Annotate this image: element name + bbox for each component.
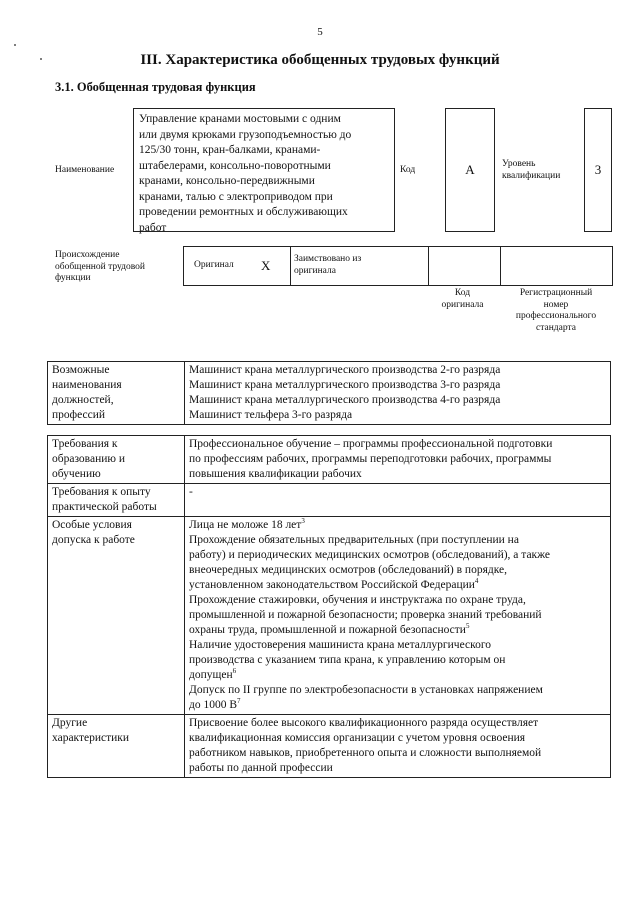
text-line: Лица не моложе 18 лет — [189, 519, 302, 531]
label-line: Другие — [52, 717, 88, 729]
code-original-caption — [425, 288, 500, 311]
position-item: Машинист крана металлургического производства 3-го разряда — [189, 379, 501, 391]
borrowed-label-line: оригинала — [294, 265, 336, 276]
footnote-ref: 5 — [465, 622, 470, 631]
table-row — [48, 484, 611, 517]
level-label — [502, 159, 560, 182]
text-line: повышения квалификации рабочих — [189, 468, 362, 480]
table-row — [48, 362, 611, 425]
label-line: характеристики — [52, 732, 130, 744]
caption-line: Код — [454, 288, 471, 298]
text-line: внеочередных медицинских осмотров (обследований) в порядке, — [189, 564, 508, 576]
label-line: образованию и — [52, 453, 125, 465]
text-line: квалификационная комиссия организации с учетом уровня освоения — [189, 732, 526, 744]
condition-paragraph — [189, 533, 606, 593]
divider — [428, 247, 429, 285]
origin-label-line: функции — [55, 273, 91, 283]
origin-row — [183, 246, 613, 286]
table-row — [48, 715, 611, 778]
education-text — [185, 436, 611, 484]
positions-list — [185, 362, 611, 425]
position-item: Машинист тельфера 3-го разряда — [189, 409, 353, 421]
function-name-box — [133, 108, 395, 232]
position-item: Машинист крана металлургического производства 2-го разряда — [189, 364, 501, 376]
caption-line: номер — [543, 299, 569, 310]
origin-label-line: Происхождение — [55, 250, 120, 260]
caption-line: Регистрационный — [519, 288, 593, 298]
condition-paragraph — [189, 683, 606, 713]
function-name-line: проведении ремонтных и обслуживающих — [139, 206, 348, 218]
footnote-ref: 4 — [474, 577, 479, 586]
text-line: производства с указанием типа крана, к управлению которым он — [189, 654, 506, 666]
table-row — [48, 436, 611, 484]
text-line: охраны труда, промышленной и пожарной безопасности — [189, 624, 466, 636]
condition-paragraph — [189, 593, 606, 638]
caption-line: оригинала — [441, 299, 484, 310]
page-number: 5 — [317, 26, 323, 38]
code-label: Код — [400, 165, 416, 175]
level-label-line: Уровень — [502, 159, 536, 169]
borrowed-label — [294, 254, 361, 277]
code-value: А — [445, 108, 495, 232]
label-line: практической работы — [52, 501, 157, 513]
table-row — [48, 517, 611, 715]
text-line: работу) и периодических медицинских осмотров (обследований), а также — [189, 549, 551, 561]
text-line: установленном законодательством Российской Федерации — [189, 579, 475, 591]
original-label: Оригинал — [194, 260, 234, 270]
section-title: III. Характеристика обобщенных трудовых функций — [140, 52, 500, 68]
function-name-line: кранами, талью с электроприводом при — [139, 190, 333, 203]
experience-label — [48, 484, 185, 517]
text-line: Прохождение обязательных предварительных (при поступлении на — [189, 534, 519, 546]
text-line: по профессиям рабочих, программы переподготовки рабочих, программы — [189, 453, 552, 465]
footnote-ref: 7 — [237, 697, 241, 706]
condition-paragraph — [189, 518, 606, 533]
caption-line: профессионального — [515, 311, 597, 321]
scan-speck — [14, 44, 16, 46]
label-line: должностей, — [52, 394, 114, 406]
function-name-line: или двумя крюками грузоподъемностью до — [139, 128, 352, 141]
positions-table — [47, 361, 611, 425]
original-mark: X — [261, 258, 271, 273]
name-label: Наименование — [55, 165, 115, 175]
text-line: Допуск по II группе по электробезопасности в установках напряжением — [189, 684, 543, 696]
experience-text: - — [185, 484, 611, 517]
education-label — [48, 436, 185, 484]
text-line: Прохождение стажировки, обучения и инструктажа по охране труда, — [189, 594, 526, 606]
conditions-label — [48, 517, 185, 715]
text-line: допущен — [189, 669, 233, 681]
text-line: промышленной и пожарной безопасности; проверка знаний требований — [189, 609, 542, 621]
function-name-line: кранами, консольно-передвижными — [139, 175, 315, 187]
divider — [500, 247, 501, 285]
label-line: обучению — [52, 468, 101, 480]
label-line: профессий — [52, 409, 106, 421]
label-line: Особые условия — [52, 519, 132, 531]
requirements-table — [47, 435, 611, 778]
origin-label — [55, 250, 145, 285]
footnote-ref: 6 — [232, 667, 237, 676]
reg-number-caption — [500, 288, 612, 334]
level-value: 3 — [584, 108, 612, 232]
function-name-line: 125/30 тонн, кран-балками, кранами- — [139, 144, 321, 156]
text-line: работы по данной профессии — [189, 762, 333, 774]
level-label-line: квалификации — [502, 170, 561, 181]
condition-paragraph — [189, 638, 606, 683]
label-line: наименования — [52, 379, 122, 391]
text-line: до 1000 В — [189, 699, 238, 711]
label-line: Требования к — [52, 438, 118, 450]
positions-label — [48, 362, 185, 425]
scan-speck — [40, 58, 42, 60]
divider — [290, 247, 291, 285]
label-line: допуска к работе — [52, 534, 135, 546]
footnote-ref: 3 — [301, 517, 305, 526]
conditions-text — [185, 517, 611, 715]
caption-line: стандарта — [536, 322, 576, 333]
text-line: Присвоение более высокого квалификационного разряда осуществляет — [189, 717, 539, 729]
label-line: Требования к опыту — [52, 486, 151, 498]
text-line: работником навыков, приобретенного опыта и сложности выполняемой — [189, 747, 542, 759]
origin-label-line: обобщенной трудовой — [55, 261, 145, 272]
other-text — [185, 715, 611, 778]
function-name-line: Управление кранами мостовыми с одним — [139, 113, 341, 125]
other-label — [48, 715, 185, 778]
subsection-title: 3.1. Обобщенная трудовая функция — [55, 80, 256, 94]
borrowed-label-line: Заимствовано из — [294, 254, 362, 264]
function-name-line: работ — [139, 221, 167, 234]
text-line: Профессиональное обучение – программы профессиональной подготовки — [189, 438, 553, 450]
label-line: Возможные — [52, 364, 110, 376]
function-name-line: штабелерами, консольно-поворотными — [139, 159, 331, 172]
position-item: Машинист крана металлургического производства 4-го разряда — [189, 394, 501, 406]
text-line: Наличие удостоверения машиниста крана металлургического — [189, 639, 492, 651]
